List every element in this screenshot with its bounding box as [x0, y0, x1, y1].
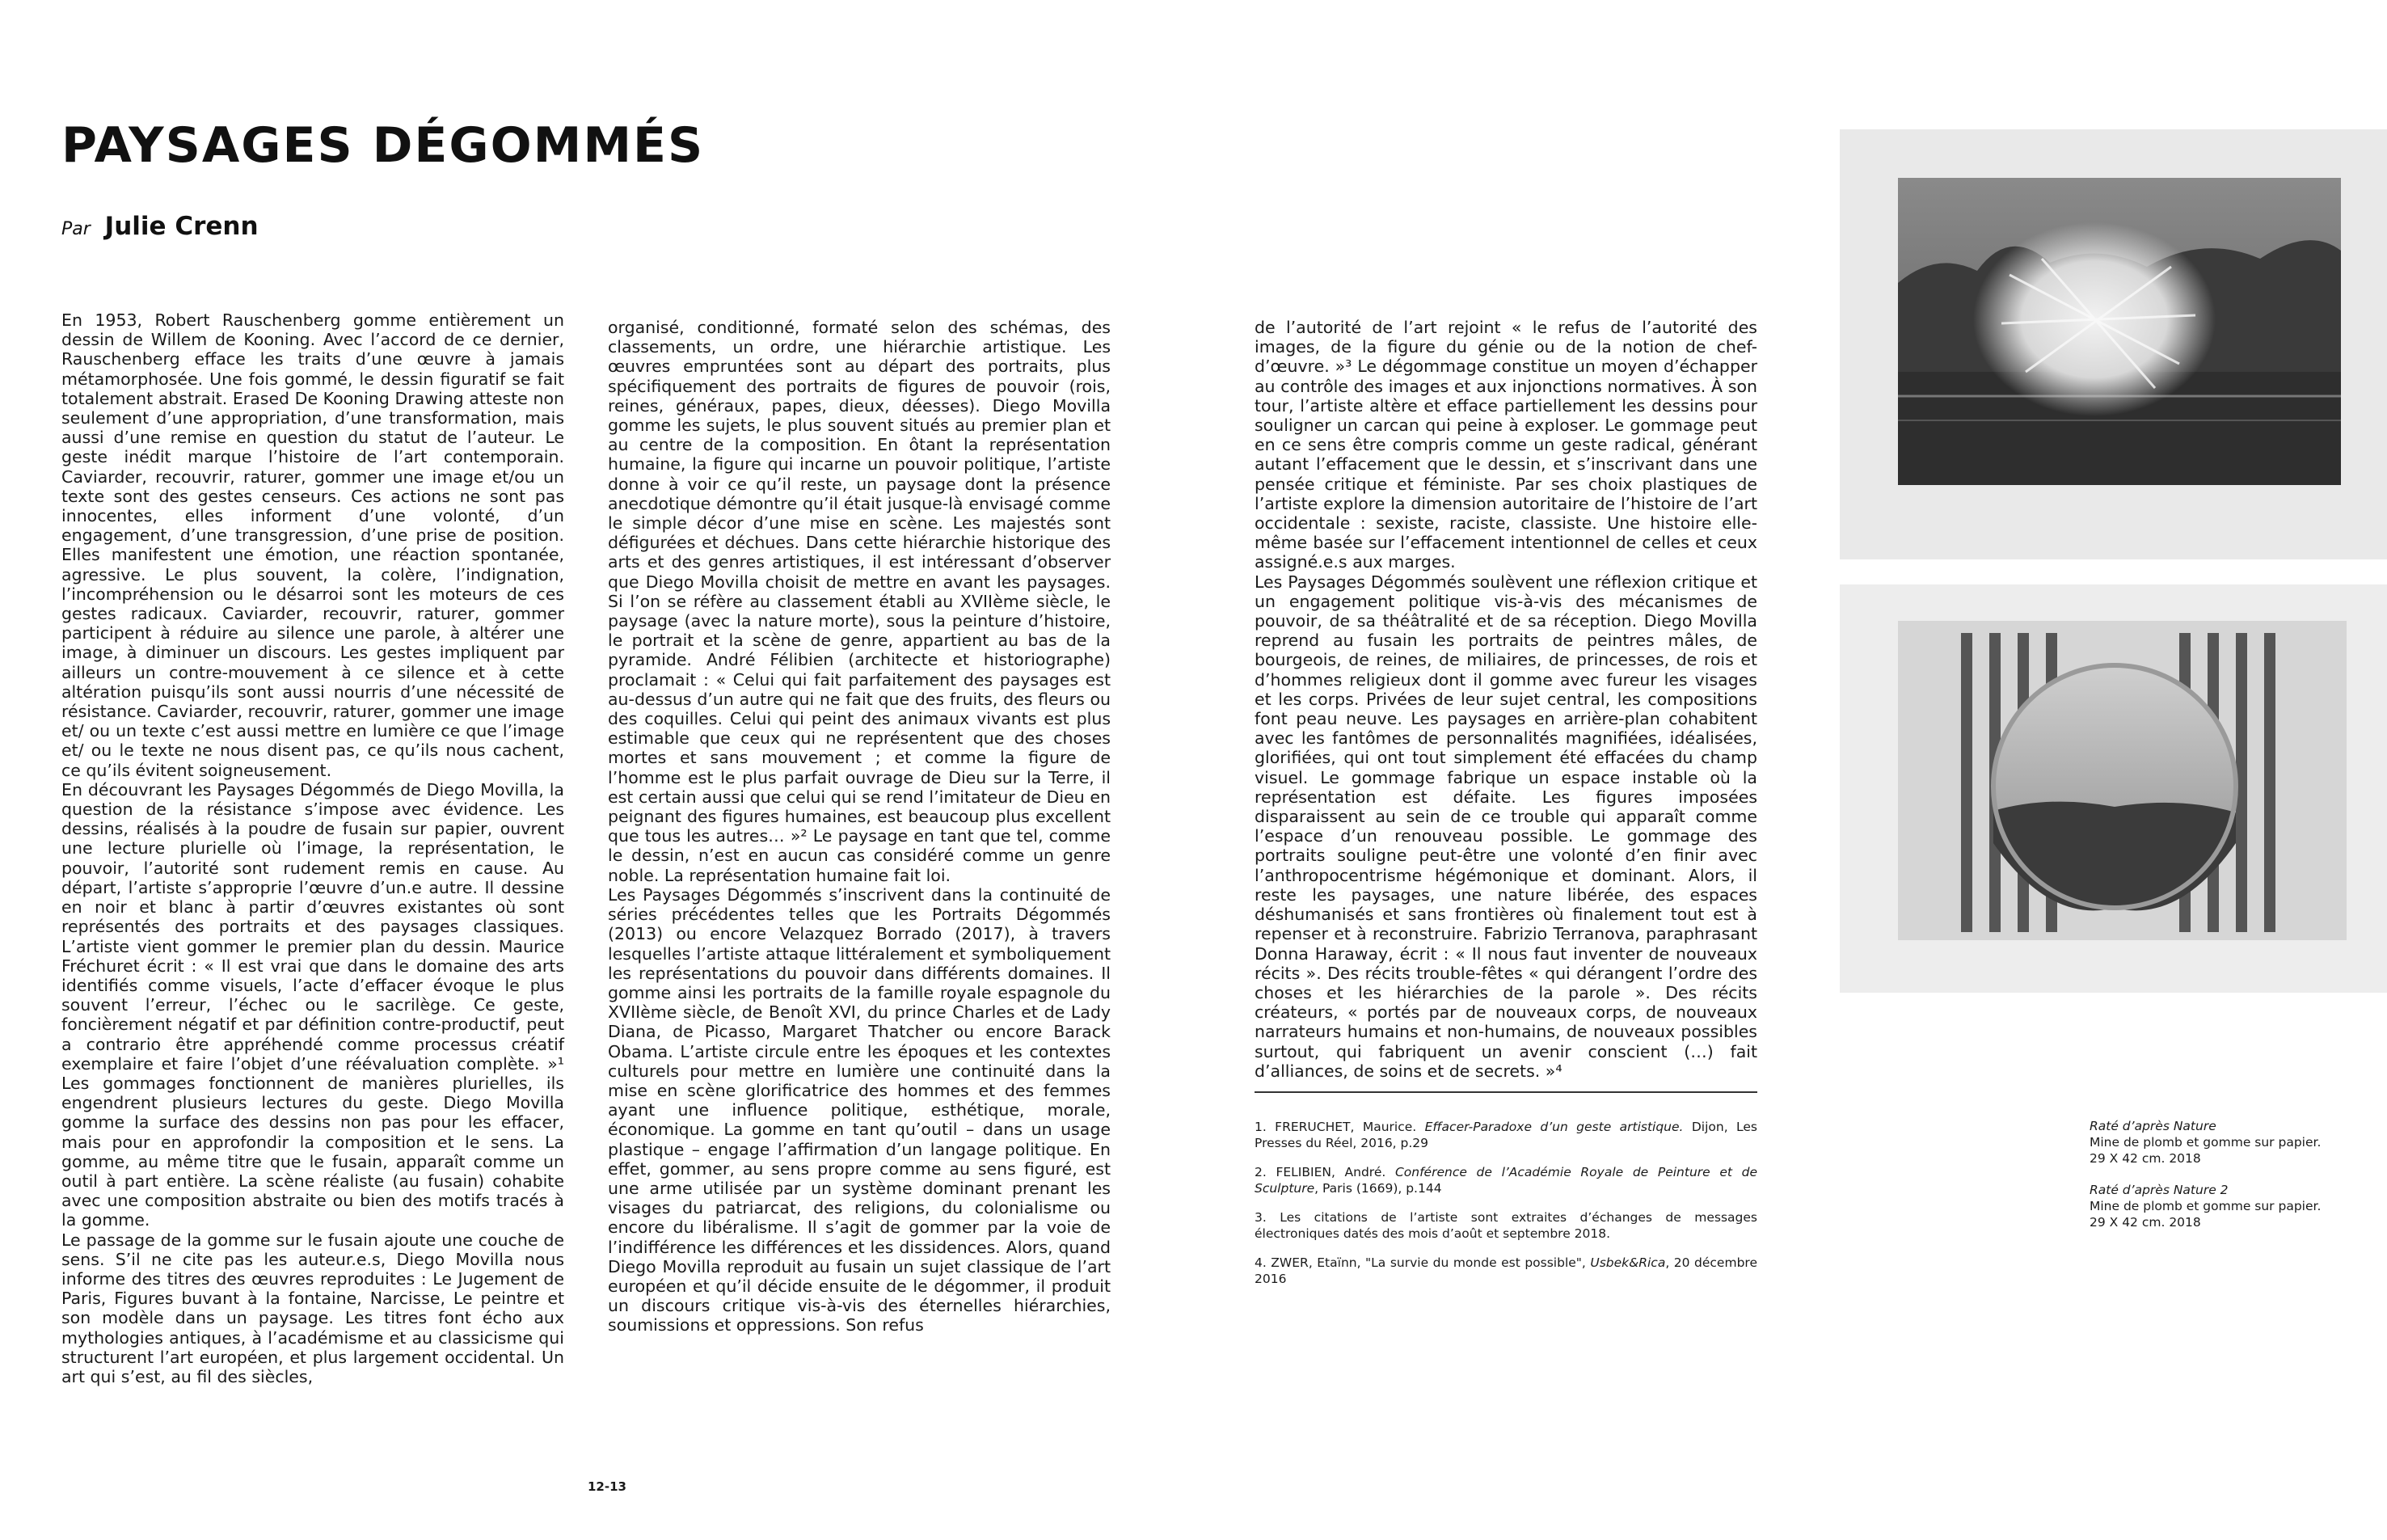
paragraph: de l’autorité de l’art rejoint « le refus de l’autorité des images, de la figure du génie ou de la notion de chef-d’œuvre. »³ Le dégommage constitue un moyen d’échapper au contrôle des images et aux injonctions normatives. À son tour, l’artiste altère et efface partiellement les dessins pour souligner un carcan qui peine à exploser. Le gommage peut en ce sens être compris comme un geste radical, générant autant l’effacement que le dessin, et s’inscrivant dans une pensée critique et féministe. Par ses choix plastiques de l’artiste explore la dimension autoritaire de l’histoire de l’art occidentale : sexiste, raciste, classiste. Une histoire elle-même basée sur l’effacement intentionnel de celles et ceux assigné.e.s aux marges. — [1255, 318, 1757, 572]
paragraph: En 1953, Robert Rauschenberg gomme entièrement un dessin de Willem de Kooning. Avec l’accord de ce dernier, Rauschenberg efface les traits d’une œuvre à jamais métamorphosée. Une fois gommé, le dessin figuratif se fait totalement abstrait. Erased De Kooning Drawing atteste non seulement d’une appropriation, d’une transformation, mais aussi d’une remise en question du statut de l’auteur. Le geste inédit marque l’histoire de l’art contemporain. Caviarder, recouvrir, raturer, gommer une image et/ou un texte sont des gestes censeurs. Ces actions ne sont pas innocentes, elles informent d’une volonté, d’un engagement, d’une transgression, d’une prise de position. Elles manifestent une émotion, une réaction spontanée, agressive. Le plus souvent, la colère, l’indignation, l’incompréhension ou le désarroi sont les moteurs de ces gestes radicaux. Caviarder, recouvrir, raturer, gommer participent à réduire au silence une parole, à altérer une image, à diminuer un discours. Les gestes impliquent par ailleurs un contre-mouvement à ce silence et à cette altération puisqu’ils sont aussi nourris d’une nécessité de résistance. Caviarder, recouvrir, raturer, gommer une image et/ ou un texte c’est aussi mettre en lumière ce que l’image et/ ou le texte ne nous disent pas, ce qu’ils nous cachent, ce qu’ils évitent soigneusement. — [61, 310, 564, 780]
byline-par: Par — [61, 219, 91, 239]
text-column-1 — [61, 310, 564, 1386]
paragraph: Le passage de la gomme sur le fusain ajoute une couche de sens. S’il ne cite pas les auteur.e.s, Diego Movilla nous informe des titres des œuvres reproduites : Le Jugement de Paris, Figures buvant à la fontaine, Narcisse, Le peintre et son modèle dans un paysage. Les titres font écho aux mythologies antiques, à l’académisme et au classicisme qui structurent l’art européen, et plus largement occidental. Un art qui s’est, au fil des siècles, — [61, 1230, 564, 1386]
caption-size: 29 X 42 cm. 2018 — [2090, 1215, 2201, 1230]
artwork-caption-2 — [2090, 1182, 2356, 1230]
paragraph: organisé, conditionné, formaté selon des schémas, des classements, un ordre, une hiérarchie artistique. Les œuvres empruntées sont au départ des portraits, plus spécifiquement des portraits de figures de pouvoir (rois, reines, généraux, papes, dieux, déesses). Diego Movilla gomme les sujets, le plus souvent situés au premier plan et au centre de la composition. En ôtant la représentation humaine, la figure qui incarne un pouvoir politique, l’artiste donne à voir ce qu’il reste, un paysage dont la présence anecdotique démontre qu’il était jusque-là envisagé comme le simple décor d’une mise en scène. Les majestés sont défigurées et déchues. Dans cette hiérarchie historique des arts et des genres artistiques, il est intéressant d’observer que Diego Movilla choisit de mettre en avant les paysages. Si l’on se réfère au classement établi au XVIIème siècle, le paysage (avec la nature morte), sous la peinture d’histoire, le portrait et la scène de genre, appartient au bas de la pyramide. André Félibien (architecte et historiographe) proclamait : « Celui qui fait parfaitement des paysages est au-dessus d’un autre qui ne fait que des fruits, des fleurs ou des coquilles. Celui qui peint des animaux vivants est plus estimable que ceux qui ne représentent que des choses mortes et sans mouvement ; et comme la figure de l’homme est le plus parfait ouvrage de Dieu sur la Terre, il est certain aussi que celui qui se rend l’imitateur de Dieu en peignant des figures humaines, est beaucoup plus excellent que tous les autres… »² Le paysage en tant que tel, comme le dessin, n’est en aucun cas considéré comme un genre noble. La représentation humaine fait loi. — [608, 318, 1111, 885]
caption-title: Raté d’après Nature — [2090, 1119, 2216, 1133]
footnotes — [1255, 1119, 1757, 1300]
footnote: 3. Les citations de l’artiste sont extraites d’échanges de messages électroniques datés des mois d’août et septembre 2018. — [1255, 1210, 1757, 1241]
footnote: 4. ZWER, Etaïnn, "La survie du monde est possible", Usbek&Rica, 20 décembre 2016 — [1255, 1255, 1757, 1286]
paragraph: Les Paysages Dégommés soulèvent une réflexion critique et un engagement politique vis-à-vis des mécanismes de pouvoir, de sa théâtralité et de sa réception. Diego Movilla reprend au fusain les portraits de peintres mâles, de bourgeois, de reines, de miliaires, de princesses, de rois et d’hommes religieux dont il gomme avec fureur les visages et les corps. Privées de leur sujet central, les compositions font peau neuve. Les paysages en arrière-plan cohabitent avec les fantômes de personnalités magnifiées, idéalisées, glorifiées, qui ont tout simplement été effacées du champ visuel. Le gommage fabrique un espace instable où la représentation est défaite. Les figures imposées disparaissent au sein de ce trouble qui apparaît comme l’espace d’un renouveau possible. Le gommage des portraits souligne peut-être une volonté d’en finir avec l’anthropocentrisme hégémonique et dominant. Alors, il reste les paysages, une nature libérée, des espaces déshumanisés et sans frontières où finalement tout est à repenser et à reconstruire. Fabrizio Terranova, paraphrasant Donna Haraway, écrit : « Il nous faut inventer de nouveaux récits ». Des récits trouble-fêtes « qui dérangent l’ordre des choses et les hiérarchies de la parole ». Des récits créateurs, « portés par de nouveaux corps, de nouveaux narrateurs humains et non-humains, de nouveaux possibles surtout, qui fabriquent un avenir conscient (…) fait d’alliances, de soins et de secrets. »⁴ — [1255, 572, 1757, 1081]
paragraph: En découvrant les Paysages Dégommés de Diego Movilla, la question de la résistance s’impose avec évidence. Les dessins, réalisés à la poudre de fusain sur papier, ouvrent une lecture plurielle où l’image, la représentation, le pouvoir, l’autorité sont rudement remis en cause. Au départ, l’artiste s’approprie l’œuvre d’un.e autre. Il dessine en noir et blanc à partir d’œuvres existantes où sont représentés des portraits et des paysages classiques. L’artiste vient gommer le premier plan du dessin. Maurice Fréchuret écrit : « Il est vrai que dans le domaine des arts identifiés comme visuels, l’acte d’effacer évoque le plus souvent l’erreur, l’échec ou le sacrilège. Ce geste, foncièrement négatif et par définition contre-productif, peut a contrario être appréhendé comme processus créatif exemplaire et faire l’objet d’une réévaluation complète. »¹ Les gommages fonctionnent de manières plurielles, ils engendrent plusieurs lectures du geste. Diego Movilla gomme la surface des dessins non pas pour les effacer, mais pour en approfondir la composition et le sens. La gomme, au même titre que le fusain, apparaît comme un outil à part entière. La scène réaliste (au fusain) cohabite avec une composition abstraite ou bien des motifs tracés à la gomme. — [61, 779, 564, 1230]
caption-medium: Mine de plomb et gomme sur papier. — [2090, 1135, 2322, 1150]
caption-size: 29 X 42 cm. 2018 — [2090, 1151, 2201, 1166]
text-column-2 — [608, 318, 1111, 1335]
footnote: 1. FRERUCHET, Maurice. Effacer-Paradoxe d’un geste artistique. Dijon, Les Presses du Réel, 2016, p.29 — [1255, 1120, 1757, 1150]
artwork-drawing-1 — [1840, 129, 2387, 559]
footnote: 2. FELIBIEN, André. Conférence de l’Académie Royale de Peinture et de Sculpture, Paris (1669), p.144 — [1255, 1165, 1757, 1196]
footnote-divider — [1255, 1091, 1757, 1093]
artwork-caption-1 — [2090, 1118, 2356, 1167]
text-column-3 — [1255, 318, 1757, 1081]
artwork-photo-1 — [1840, 129, 2387, 559]
byline — [61, 212, 259, 241]
paragraph: Les Paysages Dégommés s’inscrivent dans la continuité de séries précédentes telles que les Portraits Dégommés (2013) ou encore Velazquez Borrado (2017), à travers lesquelles l’artiste attaque littéralement et symboliquement les représentations du pouvoir dans différents domaines. Il gomme ainsi les portraits de la famille royale espagnole du XVIIème siècle, de Benoît XVI, du prince Charles et de Lady Diana, de Picasso, Margaret Thatcher ou encore Barack Obama. L’artiste circule entre les époques et les contextes culturels pour mettre en lumière une continuité dans la mise en scène glorificatrice des hommes et des femmes ayant une influence politique, esthétique, morale, économique. La gomme en tant qu’outil – dans un usage plastique – engage l’affirmation d’un langage politique. En effet, gommer, au sens propre comme au sens figuré, est une arme utilisée par un système dominant prenant les visages du patriarcat, des religions, du colonialisme ou encore du libéralisme. Il s’agit de gommer par la voie de l’indifférence les différences et les dissidences. Alors, quand Diego Movilla reproduit au fusain un sujet classique de l’art européen et qu’il décide ensuite de le dégommer, il produit un discours critique vis-à-vis des éternelles hiérarchies, soumissions et oppressions. Son refus — [608, 884, 1111, 1335]
artwork-photo-2 — [1840, 584, 2387, 993]
caption-title: Raté d’après Nature 2 — [2090, 1183, 2229, 1197]
page-number: 12-13 — [588, 1479, 626, 1494]
article-title: PAYSAGES DÉGOMMÉS — [61, 117, 705, 174]
byline-author: Julie Crenn — [104, 212, 259, 241]
artwork-drawing-2 — [1840, 584, 2387, 993]
caption-medium: Mine de plomb et gomme sur papier. — [2090, 1199, 2322, 1213]
